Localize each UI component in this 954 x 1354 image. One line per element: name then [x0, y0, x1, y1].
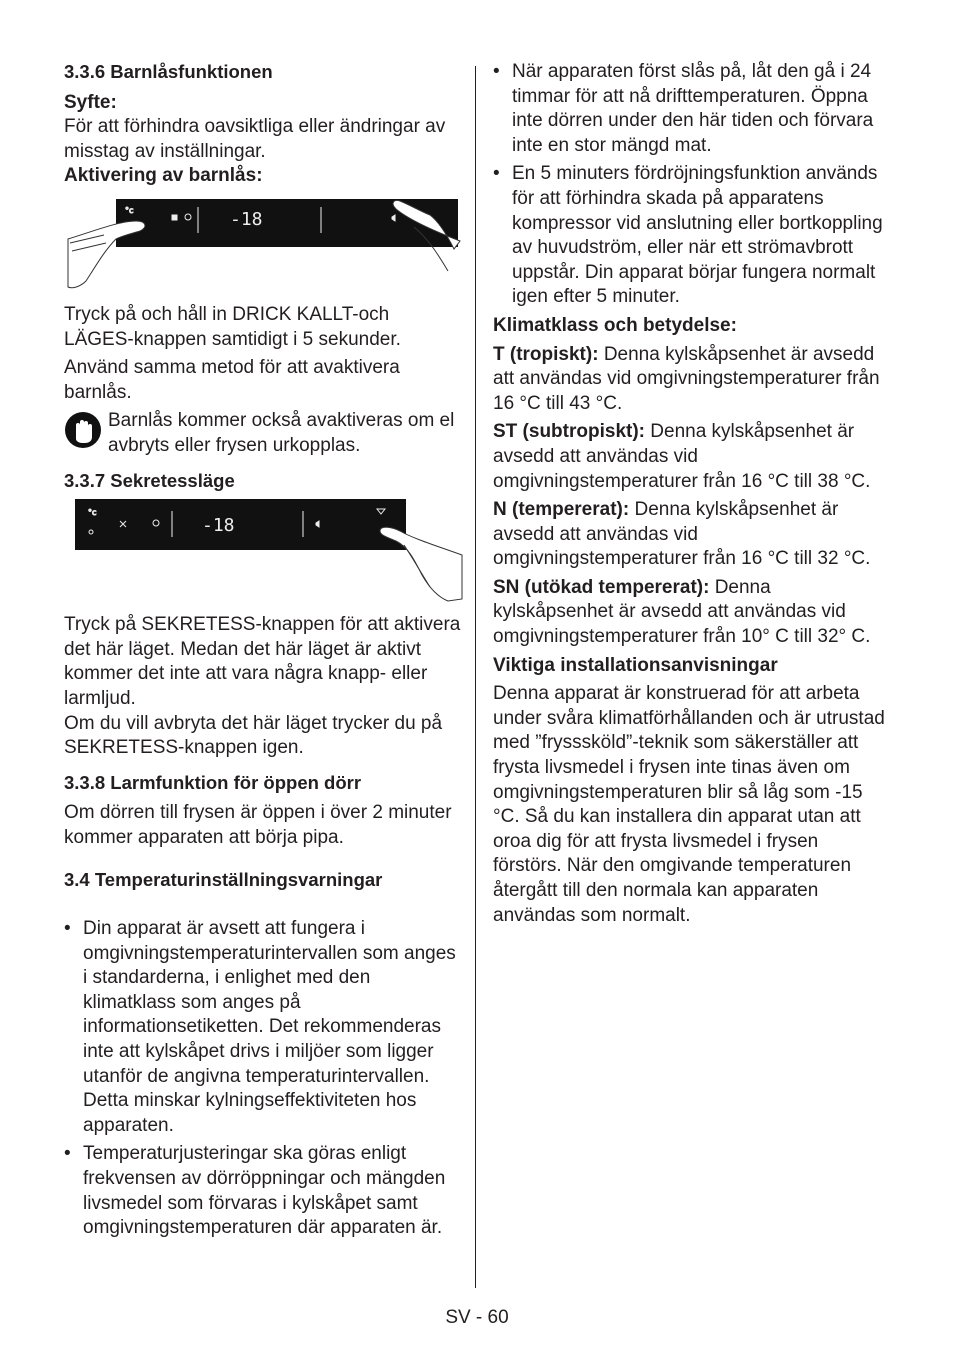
privacy-illustration	[64, 495, 464, 605]
climate-class-st	[493, 420, 888, 494]
right-bullet-list	[493, 60, 888, 310]
list-item-text: Din apparat är avsett att fungera i omgivningstemperaturintervallen som anges i standarderna, i enlighet med den klimatklass som anges på informationsetiketten. Det rekommenderas inte att kylskåpet drivs i miljöer som ligger utanför de angivna temperaturintervallen. Detta minskar kylningseffektiviteten hos apparaten.	[83, 918, 456, 1136]
syfte-text: För att förhindra oavsiktliga eller ändringar av misstag av inställningar.	[64, 116, 446, 162]
install-title: Viktiga installationsanvisningar	[493, 654, 778, 676]
page-number: SV - 60	[445, 1307, 509, 1328]
child-lock-instruction: Tryck på och håll in DRICK KALLT-och LÄGES-knappen samtidigt i 5 sekunder.	[64, 303, 401, 350]
list-item: • Din apparat är avsett att fungera i omgivningstemperaturintervallen som anges i standarderna, i enlighet med den klimatklass som anges på informationsetiketten. Det rekommenderas inte att kylskåpet drivs i miljöer som ligger utanför de angivna temperaturintervallen. Detta minskar kylningseffektiviteten hos apparaten.	[64, 918, 456, 1136]
hand-stop-icon	[64, 411, 102, 449]
left-bullet-list	[64, 917, 464, 1241]
section-3-4-title: 3.4 Temperaturinställningsvarningar	[64, 869, 383, 891]
class-text: Denna kylskåpsenhet är avsedd att användas vid omgivningstemperaturer från 16 °C till 38 °C.	[493, 421, 871, 492]
climate-class-title: Klimatklass och betydelse:	[493, 314, 737, 336]
class-text: Denna kylskåpsenhet är avsedd att användas vid omgivningstemperaturer från 16 °C till 32 °C.	[493, 499, 871, 570]
list-item-text: När apparaten först slås på, låt den gå i 24 timmar för att nå drifttemperaturen. Öppna inte dörren under den här tiden och förvara inte en stor mängd mat.	[512, 61, 874, 156]
class-label: SN (utökad tempererat):	[493, 576, 710, 598]
install-text: Denna apparat är konstruerad för att arbeta under svåra klimatförhållanden och är utrustad med ”frysssköld”-teknik som säkerställer att frysta livsmedel i frysen inte tinas även om omgivningstemperaturen blir så låg som -15 °C. Så du kan installera din apparat utan att oroa dig för att frysta livsmedel i frysen förstörs. När den omgivande temperaturen återgått till den normala kan apparaten användas som normalt.	[493, 683, 885, 926]
privacy-figure	[64, 495, 464, 605]
section-3-3-7-title: 3.3.7 Sekretessläge	[64, 469, 235, 491]
syfte-label: Syfte:	[64, 91, 117, 113]
child-lock-illustration	[64, 191, 464, 299]
privacy-text-2: Om du vill avbryta det här läget trycker du på SEKRETESS-knappen igen.	[64, 712, 443, 759]
class-label: T (tropiskt):	[493, 343, 599, 365]
lock-icon	[172, 215, 177, 220]
activation-label: Aktivering av barnlås:	[64, 165, 263, 187]
list-item-text: En 5 minuters fördröjningsfunktion används för att förhindra skada på apparatens kompressor vid anslutning eller bortkoppling av huvudström, eller när ett strömavbrott uppstår. Din apparat börjar fungera normalt igen efter 5 minuter.	[512, 163, 883, 308]
class-label: N (tempererat):	[493, 499, 630, 521]
note-block	[64, 409, 464, 458]
list-item: • När apparaten först slås på, låt den gå i 24 timmar för att nå drifttemperaturen. Öppna inte dörren under den här tiden och förvara inte en stor mängd mat.	[493, 61, 874, 156]
class-text: Denna kylskåpsenhet är avsedd att användas vid omgivningstemperaturer från 10° C till 32° C.	[493, 576, 871, 648]
drink-cold-icon: °c	[88, 508, 97, 518]
drink-cold-icon: °c	[125, 205, 134, 215]
panel2-display: -18	[202, 515, 235, 537]
class-label: ST (subtropiskt):	[493, 421, 645, 443]
child-lock-figure	[64, 191, 464, 299]
class-text: Denna kylskåpsenhet är avsedd att användas vid omgivningstemperaturer från 16 °C till 43 °C.	[493, 343, 880, 414]
left-column	[64, 60, 464, 1241]
privacy-text-1: Tryck på SEKRETESS-knappen för att aktivera det här läget. Medan det här läget är aktivt kommer det inte att vara några knapp- eller larmljud.	[64, 614, 461, 709]
deactivate-text: Använd samma metod för att avaktivera barnlås.	[64, 357, 400, 403]
right-column	[493, 60, 888, 928]
section-3-3-8-title: 3.3.8 Larmfunktion för öppen dörr	[64, 771, 362, 793]
list-item-text: Temperaturjusteringar ska göras enligt frekvensen av dörröppningar och mängden livsmedel som förvaras i kylskåpet samt omgivningstemperaturen där apparaten är.	[83, 1143, 446, 1239]
panel1-display: -18	[230, 208, 263, 230]
note-text: Barnlås kommer också avaktiveras om el avbryts eller frysen urkopplas.	[108, 410, 455, 456]
door-alarm-text: Om dörren till frysen är öppen i över 2 minuter kommer apparaten att börja pipa.	[64, 802, 452, 848]
climate-class-t	[493, 343, 888, 417]
climate-class-sn	[493, 576, 888, 650]
list-item: • Temperaturjusteringar ska göras enligt frekvensen av dörröppningar och mängden livsmedel som förvaras i kylskåpet samt omgivningstemperaturen där apparaten är.	[64, 1143, 446, 1239]
column-divider	[475, 66, 476, 1288]
list-item: • En 5 minuters fördröjningsfunktion används för att förhindra skada på apparatens kompressor vid anslutning eller bortkoppling av huvudström, eller när ett strömavbrott uppstår. Din apparat börjar fungera normalt igen efter 5 minuter.	[493, 163, 883, 308]
climate-class-n	[493, 498, 888, 572]
section-3-3-6-title: 3.3.6 Barnlåsfunktionen	[64, 61, 273, 82]
